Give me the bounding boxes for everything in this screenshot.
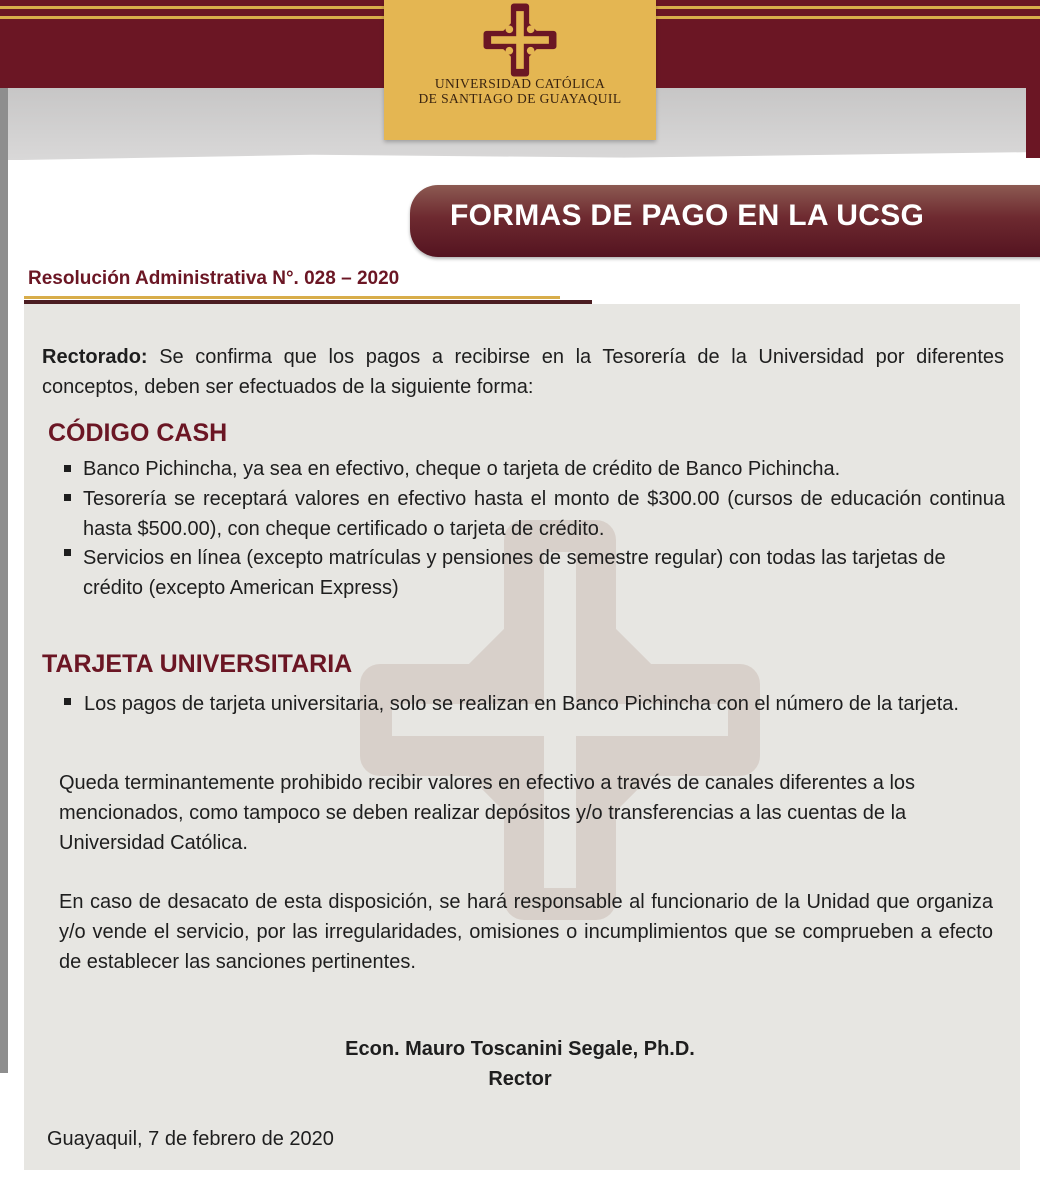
university-cross-logo <box>482 2 558 78</box>
right-edge-bar <box>1026 88 1040 158</box>
prohibition-paragraph: Queda terminantemente prohibido recibir valores en efectivo a través de canales diferentes a los mencionados, como tampoco se deben realizar depósitos y/o transferencias a las cuentas de la Universidad Católica. <box>59 772 916 854</box>
bullet-icon <box>64 494 71 501</box>
university-name-line1: UNIVERSIDAD CATÓLICA <box>434 76 606 91</box>
list-item: Servicios en línea (excepto matrículas y pensiones de semestre regular) con todas las tarjetas de crédito (excepto American Express) <box>83 547 946 599</box>
left-edge-bar <box>0 88 8 1073</box>
university-badge <box>384 0 656 140</box>
bullet-icon <box>64 465 71 472</box>
section-heading-tarjeta-universitaria: TARJETA UNIVERSITARIA <box>42 650 353 678</box>
intro-paragraph <box>42 342 1004 402</box>
list-item: Banco Pichincha, ya sea en efectivo, cheque o tarjeta de crédito de Banco Pichincha. <box>83 458 841 480</box>
place-date: Guayaquil, 7 de febrero de 2020 <box>47 1128 334 1150</box>
bullet-icon <box>64 549 71 556</box>
signatory-name: Econ. Mauro Toscanini Segale, Ph.D. <box>345 1038 695 1060</box>
intro-label: Rectorado: <box>42 346 148 368</box>
intro-text: Se confirma que los pagos a recibirse en la Tesorería de la Universidad por diferentes conceptos, deben ser efectuados de la siguiente forma: <box>42 346 1004 398</box>
page-title: FORMAS DE PAGO EN LA UCSG <box>450 199 925 232</box>
list-item: Los pagos de tarjeta universitaria, solo se realizan en Banco Pichincha con el número de la tarjeta. <box>84 693 959 715</box>
section-heading-codigo-cash: CÓDIGO CASH <box>48 419 228 447</box>
sanction-paragraph: En caso de desacato de esta disposición, se hará responsable al funcionario de la Unidad que organiza y/o vende el servicio, por las irregularidades, omisiones o incumplimientos que se comprueben a efecto de establecer las sanciones pertinentes. <box>59 891 993 973</box>
resolution-underline-gold <box>24 296 560 299</box>
university-name-line2: DE SANTIAGO DE GUAYAQUIL <box>418 91 622 106</box>
bullet-icon <box>64 698 71 705</box>
resolution-number: Resolución Administrativa N°. 028 – 2020 <box>28 268 400 289</box>
title-banner <box>410 185 1040 257</box>
signatory-position: Rector <box>488 1068 552 1090</box>
list-item: Tesorería se receptará valores en efectivo hasta el monto de $300.00 (cursos de educación continua hasta $500.00), con cheque certificado o tarjeta de crédito. <box>83 488 1005 540</box>
